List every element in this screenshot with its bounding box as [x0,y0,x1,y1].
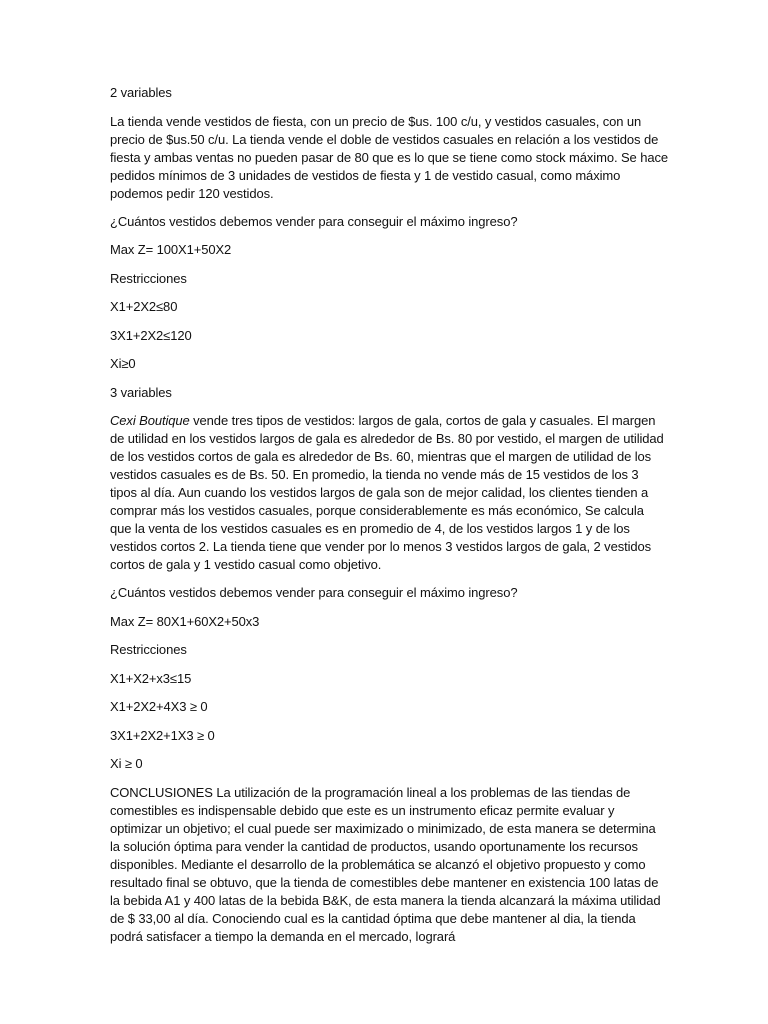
conclusions-paragraph: CONCLUSIONES La utilización de la programación lineal a los problemas de las tiendas de comestibles es indispensable debido que este es un instrumento eficaz permite evaluar y optimizar un objetivo; el cual puede ser maximizado o minimizado, de esta manera se determina la solución óptima para vender la cantidad de productos, usando oportunamente los recursos disponibles. Mediante el desarrollo de la problemática se alcanzó el objetivo propuesto y como resultado final se obtuvo, que la tienda de comestibles debe mantener en existencia 100 latas de la bebida A1 y 400 latas de la bebida B&K, de esta manera la tienda alcanzará la máxima utilidad de $ 33,00 al día. Conociendo cual es la cantidad óptima que debe mantener al dia, la tienda podrá satisfacer a tiempo la demanda en el mercado, logrará [110,784,661,944]
problem-text-3-variables: vende tres tipos de vestidos: largos de gala, cortos de gala y casuales. El margen de utilidad en los vestidos largos de gala es alrededor de Bs. 80 por vestido, el margen de utilidad de los vestidos cortos de gala es alrededor de Bs. 60, mientras que el margen de utilidad de los vestidos casuales es de Bs. 50. En promedio, la tienda no vende más de 15 vestidos de los 3 tipos al día. Aun cuando los vestidos largos de gala son de mejor calidad, los clientes tienden a comprar más los vestidos casuales, porque considerablemente es más económico, Se calcula que la venta de los vestidos casuales es en promedio de 4, de los vestidos largos 1 y de los vestidos cortos 2. La tienda tiene que vender por lo menos 3 vestidos largos de gala, 2 vestidos cortos de gala y 1 vestido casual como objetivo. [110,413,664,572]
constraint-line: Xi≥0 [110,356,136,371]
problem-statement-2-variables: La tienda vende vestidos de fiesta, con un precio de $us. 100 c/u, y vestidos casuales, con un precio de $us.50 c/u. La tienda vende el doble de vestidos casuales en relación a los vestidos de fiesta y ambas ventas no pueden pasar de 80 que es lo que se tiene como stock máximo. Se hace pedidos mínimos de 3 unidades de vestidos de fiesta y 1 de vestido casual, como máximo podemos pedir 120 vestidos. [110,113,668,201]
problem-statement-3-variables [110,412,668,574]
question-2-variables: ¿Cuántos vestidos debemos vender para conseguir el máximo ingreso? [110,213,518,229]
company-name: Cexi Boutique [110,413,190,428]
constraint-line: X1+2X2≤80 [110,299,178,314]
restricciones-label-2-variables: Restricciones [110,270,187,286]
constraint-line: X1+X2+x3≤15 [110,670,192,686]
restricciones-label-3-variables: Restricciones [110,642,187,657]
constraint-line: X1+2X2+4X3 ≥ 0 [110,699,208,714]
constraint-line: 3X1+2X2+1X3 ≥ 0 [110,727,215,743]
objective-function-2-variables: Max Z= 100X1+50X2 [110,242,232,257]
constraint-line: Xi ≥ 0 [110,756,143,771]
objective-function-3-variables: Max Z= 80X1+60X2+50x3 [110,613,260,629]
section-heading-3-variables: 3 variables [110,384,172,400]
question-3-variables: ¿Cuántos vestidos debemos vender para conseguir el máximo ingreso? [110,585,518,600]
constraint-line: 3X1+2X2≤120 [110,327,192,343]
section-heading-2-variables: 2 variables [110,85,172,100]
